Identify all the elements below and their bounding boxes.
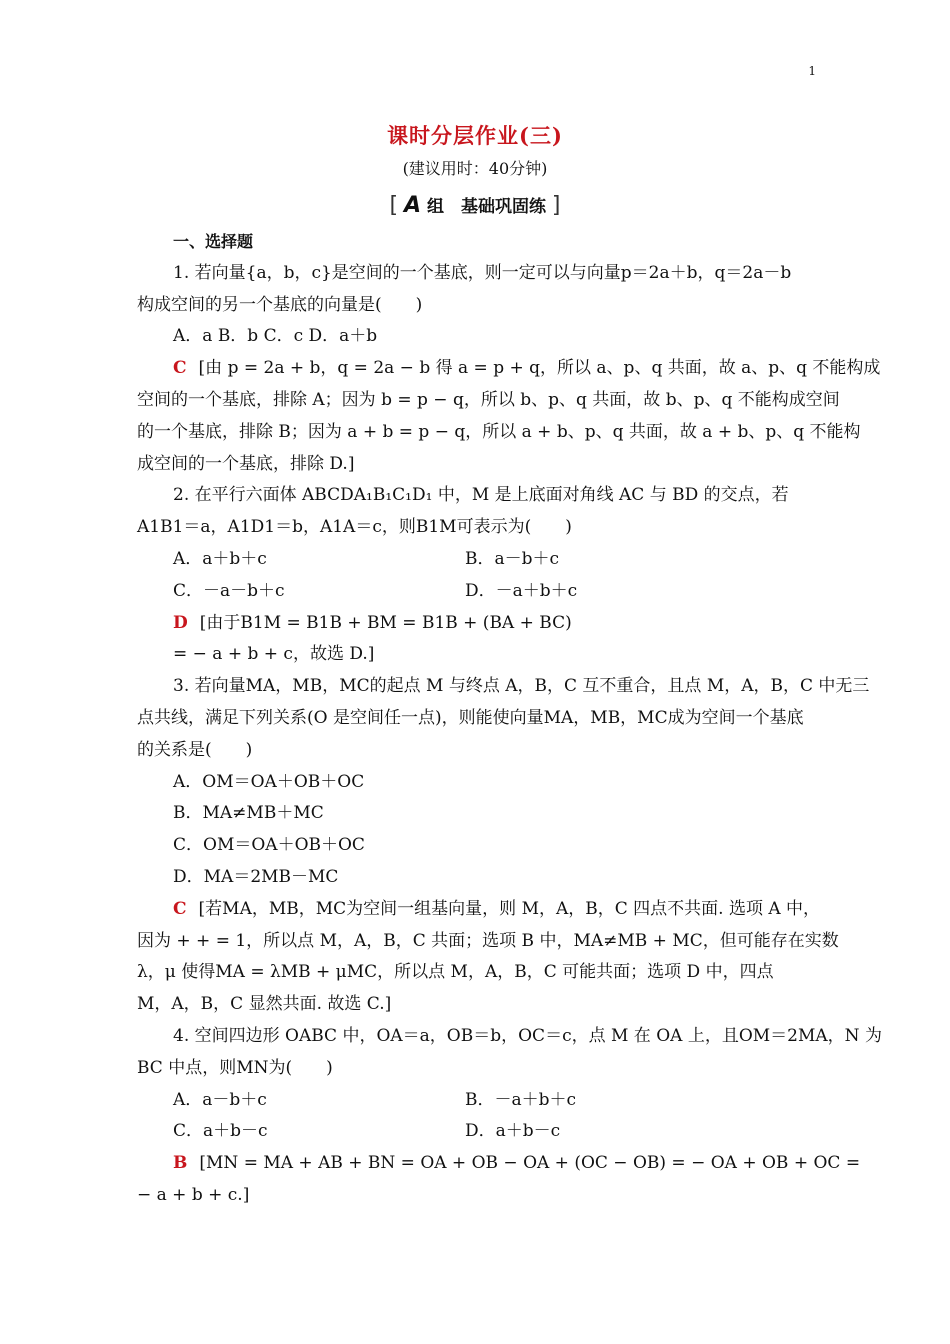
line-text: − a + b + c.] [137,1184,250,1205]
text-line [137,830,817,862]
text-line [137,1180,817,1212]
line-text: 1. 若向量{a，b，c}是空间的一个基底，则一定可以与向量p＝2a＋b，q＝2a－b [173,262,792,283]
text-line [137,608,817,640]
text-line [137,957,817,989]
text-line [137,480,817,512]
line-text: M，A，B，C 显然共面. 故选 C.] [137,994,392,1015]
text-line [137,1053,817,1085]
page-number: 1 [808,64,816,78]
text-line [137,1021,882,1053]
option-item: B．a－b＋c [465,548,560,569]
text-line [137,1148,861,1180]
option-item: B．－a＋b＋c [465,1089,577,1110]
text-line [137,862,817,894]
line-text: [若MA，MB，MC为空间一组基向量，则 M，A，B，C 四点不共面. 选项 A 中， [198,898,821,919]
group-heading [0,192,950,218]
option-item: D．a＋b－c [465,1121,561,1142]
text-line [137,544,817,576]
text-line [137,639,817,671]
group-bracket-close: ] [551,193,561,218]
page-title: 课时分层作业(三) [387,123,563,148]
text-line [137,449,817,481]
line-text: 4. 空间四边形 OABC 中，OA＝a，OB＝b，OC＝c，点 M 在 OA 上，且OM＝2MA，N 为 [173,1025,882,1046]
text-line [137,798,817,830]
line-text: 一、选择题 [173,232,254,251]
line-text: A．OM＝OA＋OB＋OC [173,771,365,792]
text-line [137,226,817,258]
line-text: = − a + b + c，故选 D.] [173,644,375,665]
line-text: 构成空间的另一个基底的向量是( ) [137,294,423,315]
line-text: C．OM＝OA＋OB＋OC [173,835,365,856]
option-item: C．a＋b－c [173,1121,268,1142]
line-text: 因为 + + = 1，所以点 M，A，B，C 共面；选项 B 中，MA≠MB + MC，但可能存在实数 [137,930,839,951]
text-line [137,258,817,290]
line-text: 点共线，满足下列关系(O 是空间任一点)，则能使向量MA，MB，MC成为空间一个基底 [137,707,804,728]
text-line [137,989,817,1021]
option-item: C．－a－b＋c [173,580,285,601]
answer-letter: C [173,898,187,919]
text-line [137,894,821,926]
text-line [137,385,840,417]
line-text: A1B1＝a，A1D1＝b，A1A＝c，则B1M可表示为( ) [137,517,572,538]
line-text: [由 p = 2a + b，q = 2a − b 得 a = p + q，所以 a、p、q 共面，故 a、p、q 不能构成 [198,358,881,379]
option-item: A．a＋b＋c [173,548,267,569]
answer-letter: C [173,358,187,379]
text-line [137,1116,817,1148]
page-subtitle: (建议用时：40分钟) [402,159,548,178]
line-text: BC 中点，则MN为( ) [137,1057,333,1078]
line-text: [MN = MA + AB + BN = OA + OB − OA + (OC − OB) = − OA + OB + OC = [199,1153,861,1174]
text-line [137,1085,817,1117]
line-text: A．a B．b C．c D．a＋b [173,326,378,347]
line-text: 空间的一个基底，排除 A；因为 b = p − q，所以 b、p、q 共面，故 b、p、q 不能构成空间 [137,389,840,410]
line-text: 3. 若向量MA，MB，MC的起点 M 与终点 A，B，C 互不重合，且点 M，A，B，C 中无三 [173,676,870,697]
line-text: λ，μ 使得MA = λMB + μMC，所以点 M，A，B，C 可能共面；选项 D 中，四点 [137,962,774,983]
line-text: 的一个基底，排除 B；因为 a + b = p − q，所以 a + b、p、q 共面，故 a + b、p、q 不能构 [137,421,861,442]
option-item: D．－a＋b＋c [465,580,578,601]
text-line [137,703,817,735]
group-letter: A [404,193,422,218]
group-label: 组 基础巩固练 [426,197,546,217]
text-line [137,576,817,608]
answer-letter: B [173,1153,188,1174]
group-bracket-open: [ [389,193,399,218]
line-text: [由于B1M = B1B + BM = B1B + (BA + BC) [199,612,572,633]
line-text: D．MA＝2MB－MC [173,866,339,887]
line-text: 的关系是( ) [137,739,253,760]
text-line [137,417,861,449]
text-body [137,226,882,1212]
option-item: A．a－b＋c [173,1089,267,1110]
answer-letter: D [173,612,188,633]
text-line [137,671,870,703]
text-line [137,353,881,385]
text-line [137,290,817,322]
line-text: 2. 在平行六面体 ABCDA₁B₁C₁D₁ 中，M 是上底面对角线 AC 与 BD 的交点，若 [173,485,789,506]
line-text: 成空间的一个基底，排除 D.] [137,453,355,474]
line-text: B．MA≠MB＋MC [173,803,324,824]
text-line [137,926,839,958]
text-line [137,767,817,799]
text-line [137,735,817,767]
text-line [137,512,817,544]
text-line [137,321,817,353]
